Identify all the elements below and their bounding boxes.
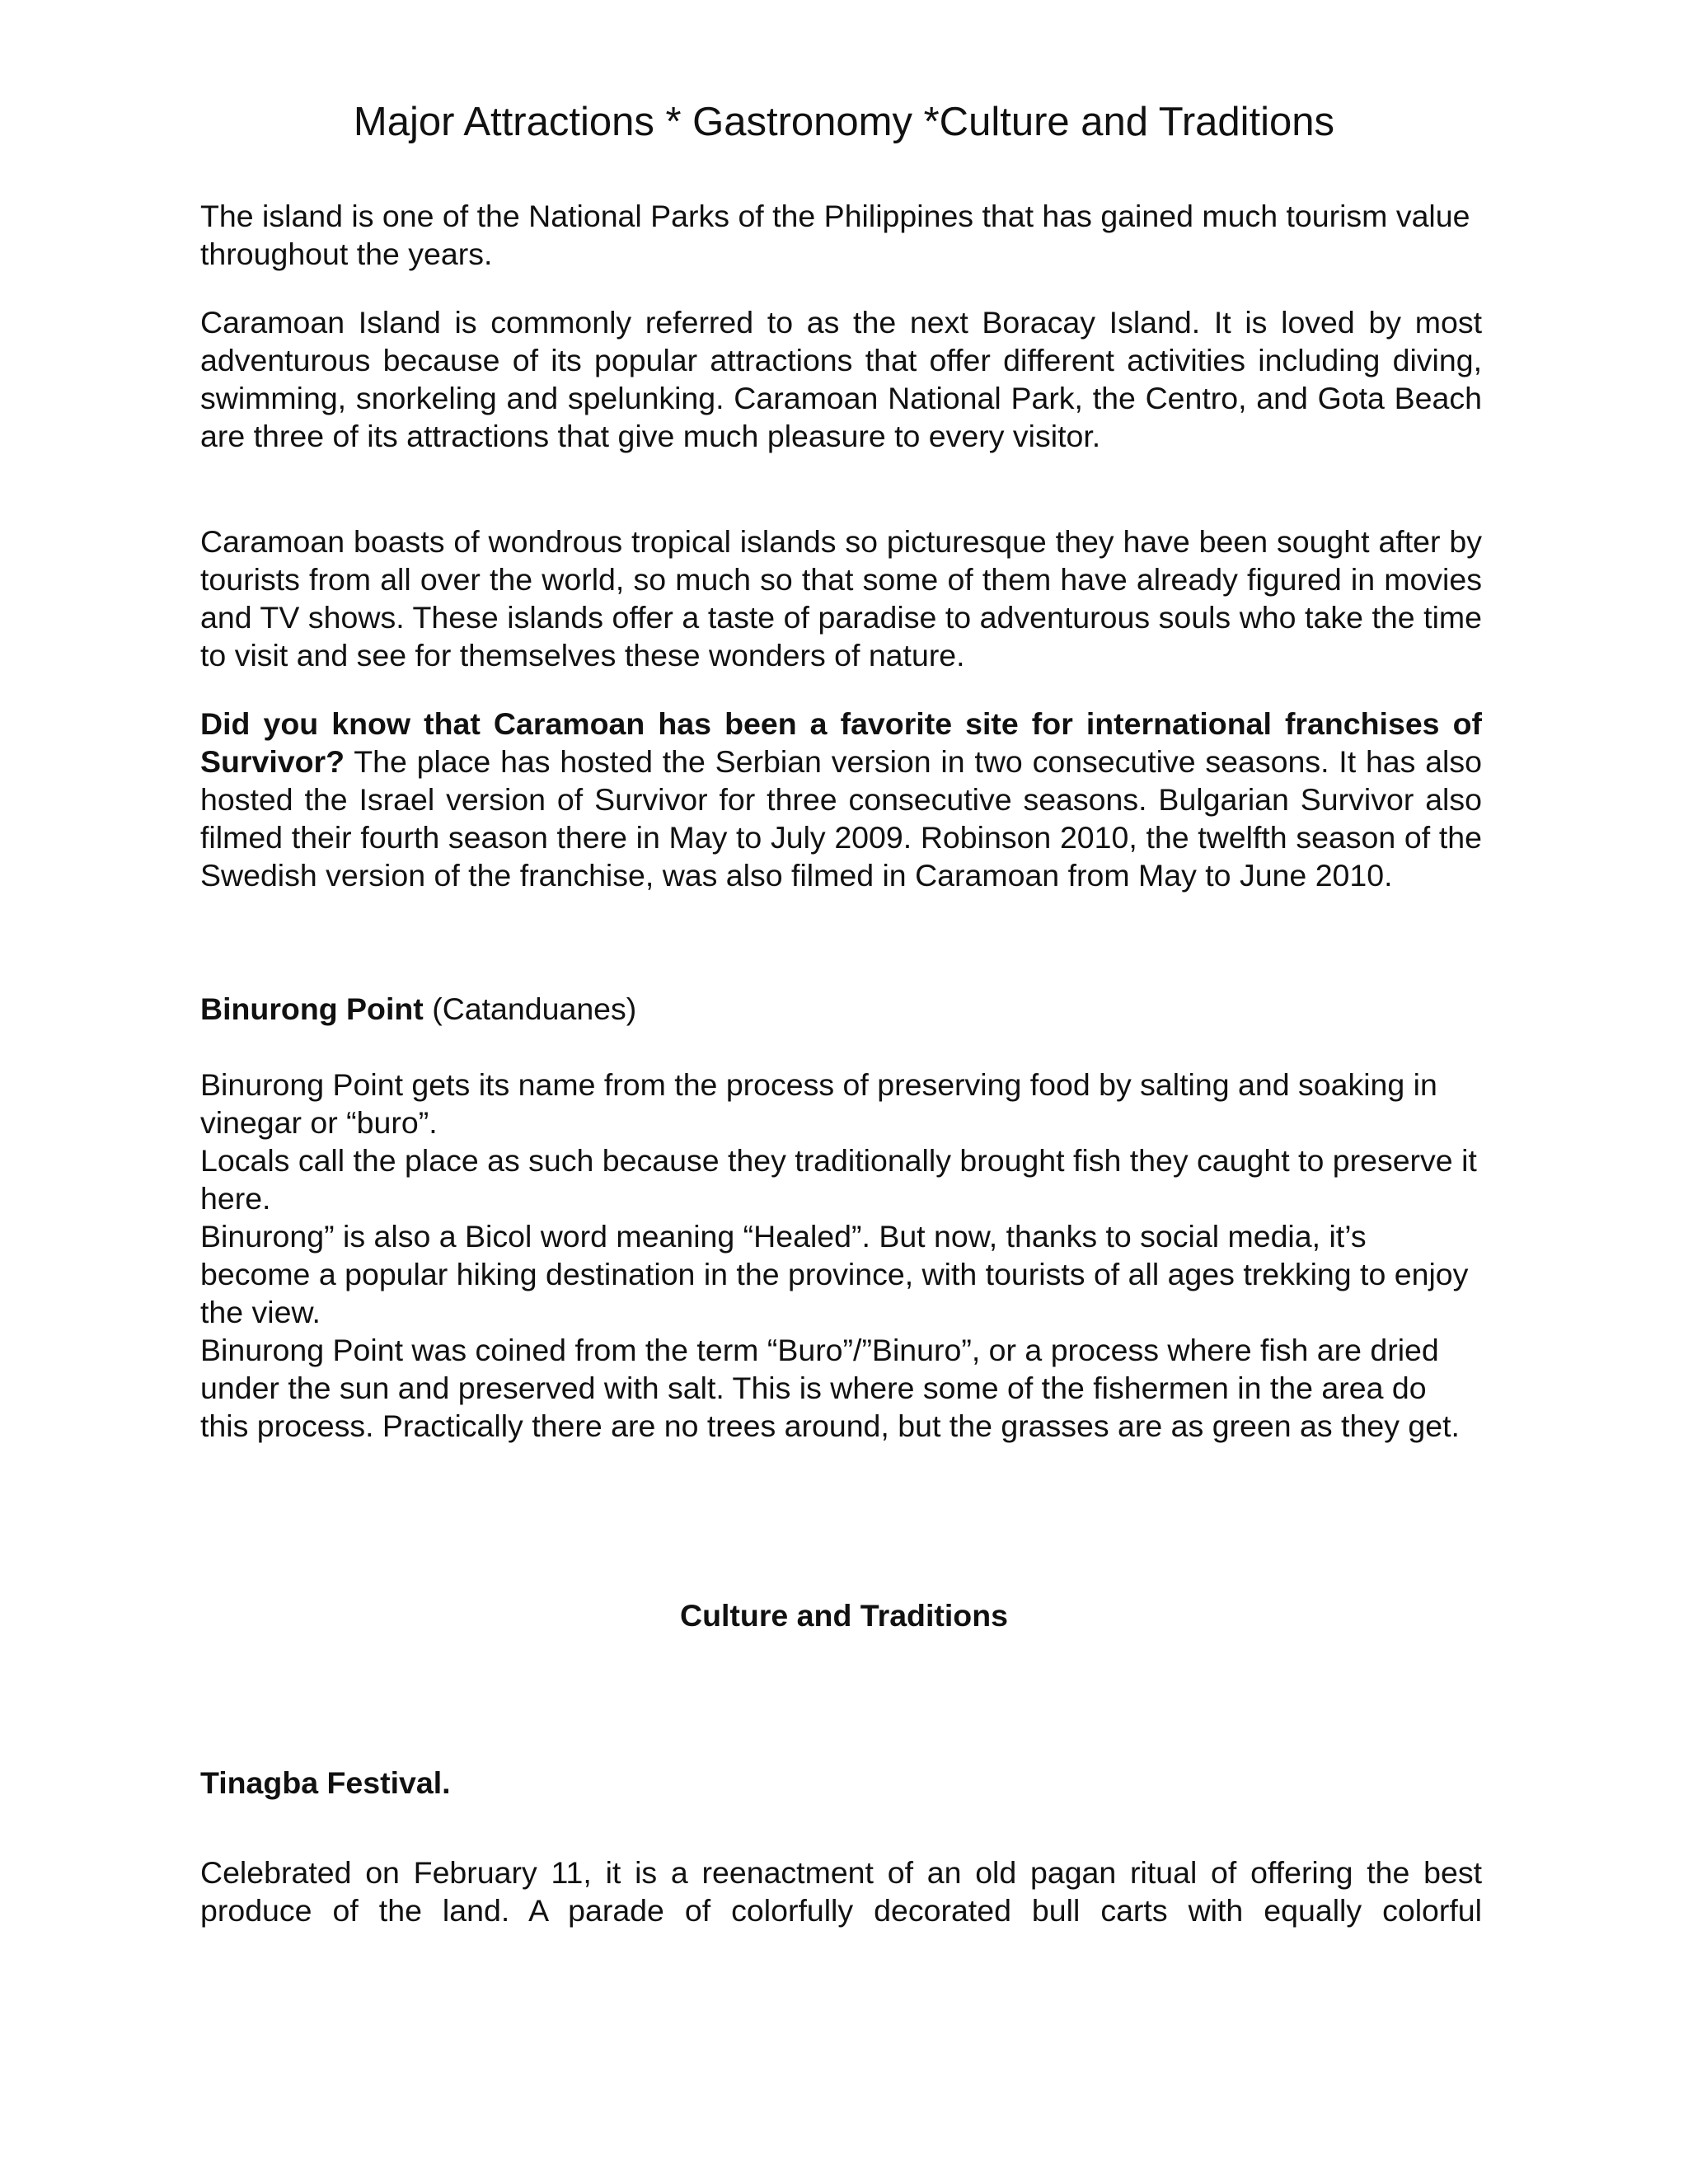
tinagba-paragraph: Celebrated on February 11, it is a reenactment of an old pagan ritual of offering the best produce of the land. A parade of colorfully decorated bull carts with equally colorful <box>200 1855 1482 1928</box>
binurong-description <box>200 1066 1482 1445</box>
culture-traditions-heading: Culture and Traditions <box>680 1598 1008 1633</box>
binurong-line-2: Locals call the place as such because they traditionally brought fish they caught to preserve it here. <box>200 1143 1477 1216</box>
survivor-question: Did you know that Caramoan has been a favorite site for international franchises of Survivor? <box>200 706 1482 779</box>
binurong-line-4: Binurong Point was coined from the term “Buro”/”Binuro”, or a process where fish are dried under the sun and preserved with salt. This is where some of the fishermen in the area do this process. Practically there are no trees around, but the grasses are as green as they get. <box>200 1333 1460 1443</box>
tinagba-heading: Tinagba Festival. <box>200 1765 451 1800</box>
binurong-location: (Catanduanes) <box>423 991 637 1026</box>
caramoan-islands-paragraph: Caramoan boasts of wondrous tropical islands so picturesque they have been sought after by tourists from all over the world, so much so that some of them have already figured in movies and TV shows. These islands offer a taste of paradise to adventurous souls who take the time to visit and see for themselves these wonders of nature. <box>200 524 1482 673</box>
page-title: Major Attractions * Gastronomy *Culture and Traditions <box>353 100 1335 144</box>
binurong-heading <box>200 990 1482 1028</box>
binurong-line-1: Binurong Point gets its name from the process of preserving food by salting and soaking in vinegar or “buro”. <box>200 1067 1437 1140</box>
binurong-heading-title: Binurong Point <box>200 991 424 1026</box>
survivor-paragraph <box>200 705 1482 894</box>
caramoan-intro-paragraph: The island is one of the National Parks of the Philippines that has gained much tourism value throughout the years. <box>200 199 1470 271</box>
binurong-line-3: Binurong” is also a Bicol word meaning “Healed”. But now, thanks to social media, it’s become a popular hiking destination in the province, with tourists of all ages trekking to enjoy the view. <box>200 1219 1469 1329</box>
caramoan-attractions-paragraph: Caramoan Island is commonly referred to as the next Boracay Island. It is loved by most adventurous because of its popular attractions that offer different activities including diving, swimming, snorkeling and spelunking. Caramoan National Park, the Centro, and Gota Beach are three of its attractions that give much pleasure to every visitor. <box>200 305 1482 453</box>
survivor-text: The place has hosted the Serbian version in two consecutive seasons. It has also hosted the Israel version of Survivor for three consecutive seasons. Bulgarian Survivor also filmed their fourth season there in May to July 2009. Robinson 2010, the twelfth season of the Swedish version of the franchise, was also filmed in Caramoan from May to June 2010. <box>200 744 1482 893</box>
